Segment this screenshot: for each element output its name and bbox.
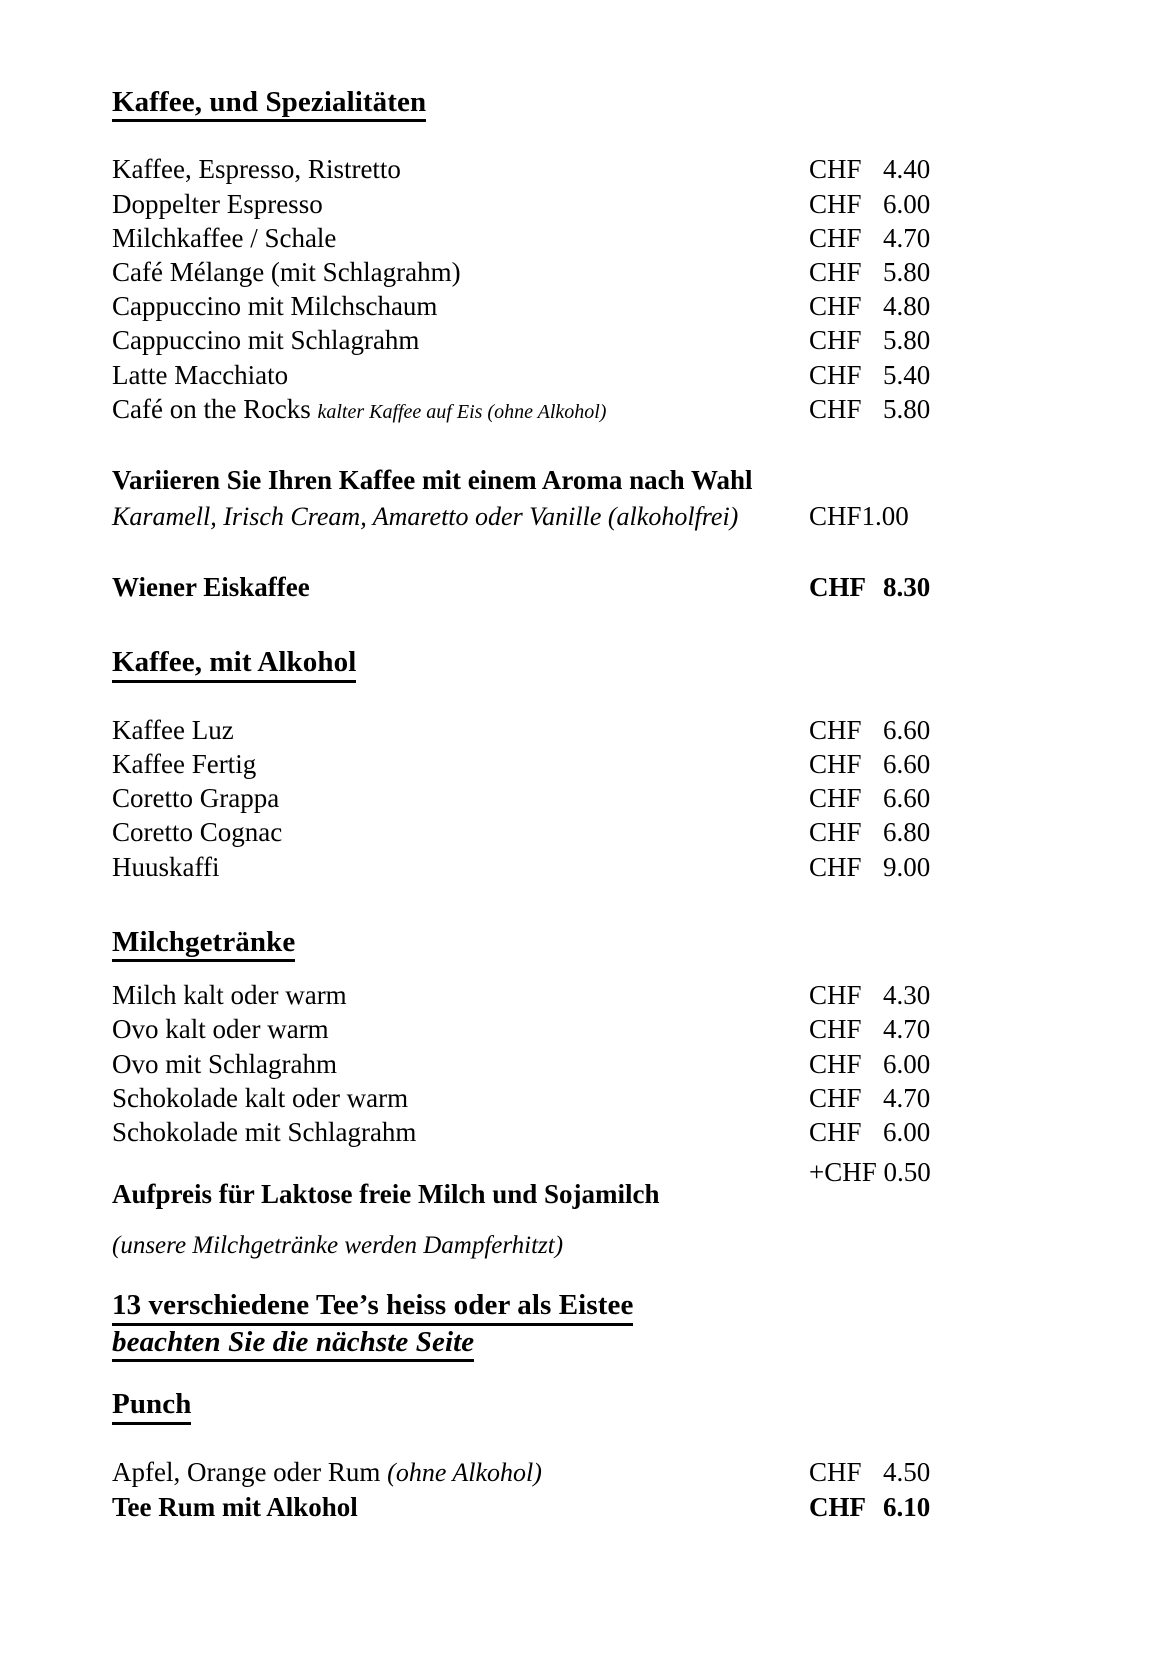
- price-amount: 4.70: [883, 1014, 931, 1045]
- currency-label: CHF: [809, 291, 862, 322]
- menu-item-row: [112, 1047, 957, 1081]
- item-list-kaffee-spezialitaeten: [112, 152, 957, 429]
- item-price: [809, 152, 957, 186]
- item-name: Tee Rum mit Alkohol: [112, 1491, 358, 1522]
- price-amount: 5.80: [883, 393, 931, 424]
- item-price: [809, 1047, 957, 1081]
- price-amount: 6.00: [883, 188, 931, 219]
- currency-label: CHF: [809, 1082, 862, 1113]
- currency-label: CHF: [809, 359, 862, 390]
- item-price: [809, 815, 957, 849]
- item-list-milchgetraenke: [112, 978, 957, 1149]
- menu-content: [112, 86, 957, 1524]
- wiener-eiskaffee-row: [112, 570, 957, 604]
- item-price: [809, 1455, 957, 1489]
- currency-label: CHF: [809, 1117, 862, 1148]
- item-name: Cappuccino mit Schlagrahm: [112, 325, 420, 356]
- section-heading-milchgetraenke: [112, 926, 957, 962]
- menu-item-row: [112, 392, 957, 429]
- currency-label: CHF: [809, 393, 862, 424]
- price-amount: 5.80: [883, 257, 931, 288]
- item-name: Kaffee, Espresso, Ristretto: [112, 154, 401, 185]
- currency-label: CHF: [809, 1491, 866, 1522]
- item-name: Schokolade mit Schlagrahm: [112, 1117, 417, 1148]
- item-name: [112, 1455, 809, 1490]
- menu-item-row: [112, 255, 957, 289]
- section-heading-kaffee-spezialitaeten: [112, 86, 957, 122]
- item-price: [809, 1115, 957, 1149]
- aroma-price: [809, 497, 957, 535]
- tee-notice-text-1: 13 verschiedene Tee’s heiss oder als Eistee: [112, 1289, 633, 1325]
- menu-item-row: [112, 1115, 957, 1149]
- menu-item-row: [112, 358, 957, 392]
- currency-label: CHF: [809, 851, 862, 882]
- item-name: Cappuccino mit Milchschaum: [112, 291, 438, 322]
- price-amount: 4.40: [883, 154, 931, 185]
- currency-label: CHF: [809, 154, 862, 185]
- item-name: Schokolade kalt oder warm: [112, 1082, 409, 1113]
- menu-item-row: [112, 289, 957, 323]
- menu-item-row: [112, 1081, 957, 1115]
- currency-label: CHF: [809, 572, 866, 603]
- price-amount: 6.10: [883, 1491, 931, 1522]
- price-amount: 5.80: [883, 325, 931, 356]
- item-price: [809, 747, 957, 781]
- section-heading-text: Kaffee, mit Alkohol: [112, 646, 356, 682]
- currency-label: CHF: [809, 325, 862, 356]
- currency-label: CHF: [809, 714, 862, 745]
- item-name-main: Apfel, Orange oder Rum: [112, 1456, 381, 1487]
- tee-notice-line-2: [112, 1326, 957, 1362]
- price-amount: 6.00: [883, 1048, 931, 1079]
- aufpreis-row: [112, 1157, 957, 1213]
- item-list-kaffee-alkohol: [112, 713, 957, 884]
- currency-label: CHF: [809, 783, 862, 814]
- item-name: Coretto Grappa: [112, 783, 280, 814]
- section-heading-punch: [112, 1388, 957, 1424]
- milchgetraenke-note: (unsere Milchgetränke werden Dampferhitzt): [112, 1232, 564, 1260]
- currency-label: CHF: [809, 257, 862, 288]
- menu-item-row: [112, 713, 957, 747]
- price-amount: 6.60: [883, 748, 931, 779]
- currency-label: CHF: [809, 188, 862, 219]
- item-name: Ovo mit Schlagrahm: [112, 1048, 337, 1079]
- item-price: [809, 187, 957, 221]
- section-heading-text: Punch: [112, 1388, 191, 1424]
- aroma-flavours: Karamell, Irisch Cream, Amaretto oder Vanille (alkoholfrei): [112, 502, 739, 532]
- price-amount: 4.70: [883, 1082, 931, 1113]
- item-price: [809, 781, 957, 815]
- item-price: [809, 570, 957, 604]
- currency-label: CHF: [809, 817, 862, 848]
- menu-item-row: [112, 781, 957, 815]
- aroma-title: Variieren Sie Ihren Kaffee mit einem Aroma nach Wahl: [112, 465, 753, 496]
- price-amount: 4.50: [883, 1456, 931, 1487]
- item-price: [809, 1081, 957, 1115]
- item-name: Wiener Eiskaffee: [112, 572, 310, 603]
- price-amount: 6.60: [883, 783, 931, 814]
- item-price: [809, 358, 957, 392]
- section-heading-text: Milchgetränke: [112, 926, 295, 962]
- item-price: [809, 221, 957, 255]
- currency-label: CHF: [809, 222, 862, 253]
- item-name: Kaffee Luz: [112, 714, 234, 745]
- currency-label: CHF: [809, 501, 862, 532]
- menu-item-row: [112, 187, 957, 221]
- price-amount: 6.60: [883, 714, 931, 745]
- menu-item-row: [112, 850, 957, 884]
- price-amount: 4.80: [883, 291, 931, 322]
- section-heading-text: Kaffee, und Spezialitäten: [112, 86, 426, 122]
- currency-label: CHF: [809, 980, 862, 1011]
- item-description: kalter Kaffee auf Eis (ohne Alkohol): [317, 400, 607, 423]
- item-name: Café Mélange (mit Schlagrahm): [112, 257, 461, 288]
- menu-item-row: [112, 152, 957, 186]
- item-name: Kaffee Fertig: [112, 748, 257, 779]
- price-amount: 6.00: [883, 1117, 931, 1148]
- price-amount: 8.30: [883, 572, 931, 603]
- currency-label: CHF: [809, 1456, 862, 1487]
- menu-item-row: [112, 1012, 957, 1046]
- aroma-row: [112, 497, 957, 536]
- menu-item-row: [112, 1455, 957, 1490]
- item-name: Ovo kalt oder warm: [112, 1014, 329, 1045]
- item-description: (ohne Alkohol): [387, 1457, 542, 1487]
- item-list-punch: [112, 1455, 957, 1524]
- aufpreis-label: Aufpreis für Laktose freie Milch und Sojamilch: [112, 1179, 660, 1210]
- price-amount: 5.40: [883, 359, 931, 390]
- item-price: [809, 978, 957, 1012]
- item-price: [809, 323, 957, 357]
- price-amount: 4.70: [883, 222, 931, 253]
- price-amount: 9.00: [883, 851, 931, 882]
- menu-item-row: [112, 1490, 957, 1524]
- menu-item-row: [112, 221, 957, 255]
- item-name-main: Café on the Rocks: [112, 393, 311, 424]
- item-price: [809, 1490, 957, 1524]
- item-name: Doppelter Espresso: [112, 188, 323, 219]
- item-price: [809, 289, 957, 323]
- tee-notice-text-2: beachten Sie die nächste Seite: [112, 1326, 474, 1362]
- aufpreis-price: +CHF 0.50: [809, 1157, 931, 1188]
- menu-item-row: [112, 323, 957, 357]
- price-amount: 6.80: [883, 817, 931, 848]
- tee-notice-line-1: [112, 1289, 957, 1325]
- currency-label: CHF: [809, 1048, 862, 1079]
- item-name: Coretto Cognac: [112, 817, 283, 848]
- price-amount: 1.00: [861, 501, 909, 532]
- menu-item-row: [112, 978, 957, 1012]
- item-price: [809, 392, 957, 426]
- item-name: [112, 392, 809, 429]
- price-amount: 4.30: [883, 980, 931, 1011]
- item-price: [809, 713, 957, 747]
- currency-label: CHF: [809, 748, 862, 779]
- item-price: [809, 850, 957, 884]
- section-heading-kaffee-alkohol: [112, 646, 957, 682]
- item-price: [809, 255, 957, 289]
- item-name: Huuskaffi: [112, 851, 220, 882]
- item-price: [809, 1012, 957, 1046]
- item-name: Milchkaffee / Schale: [112, 222, 337, 253]
- currency-label: CHF: [809, 1014, 862, 1045]
- menu-item-row: [112, 747, 957, 781]
- item-name: Milch kalt oder warm: [112, 980, 347, 1011]
- menu-item-row: [112, 815, 957, 849]
- item-name: Latte Macchiato: [112, 359, 289, 390]
